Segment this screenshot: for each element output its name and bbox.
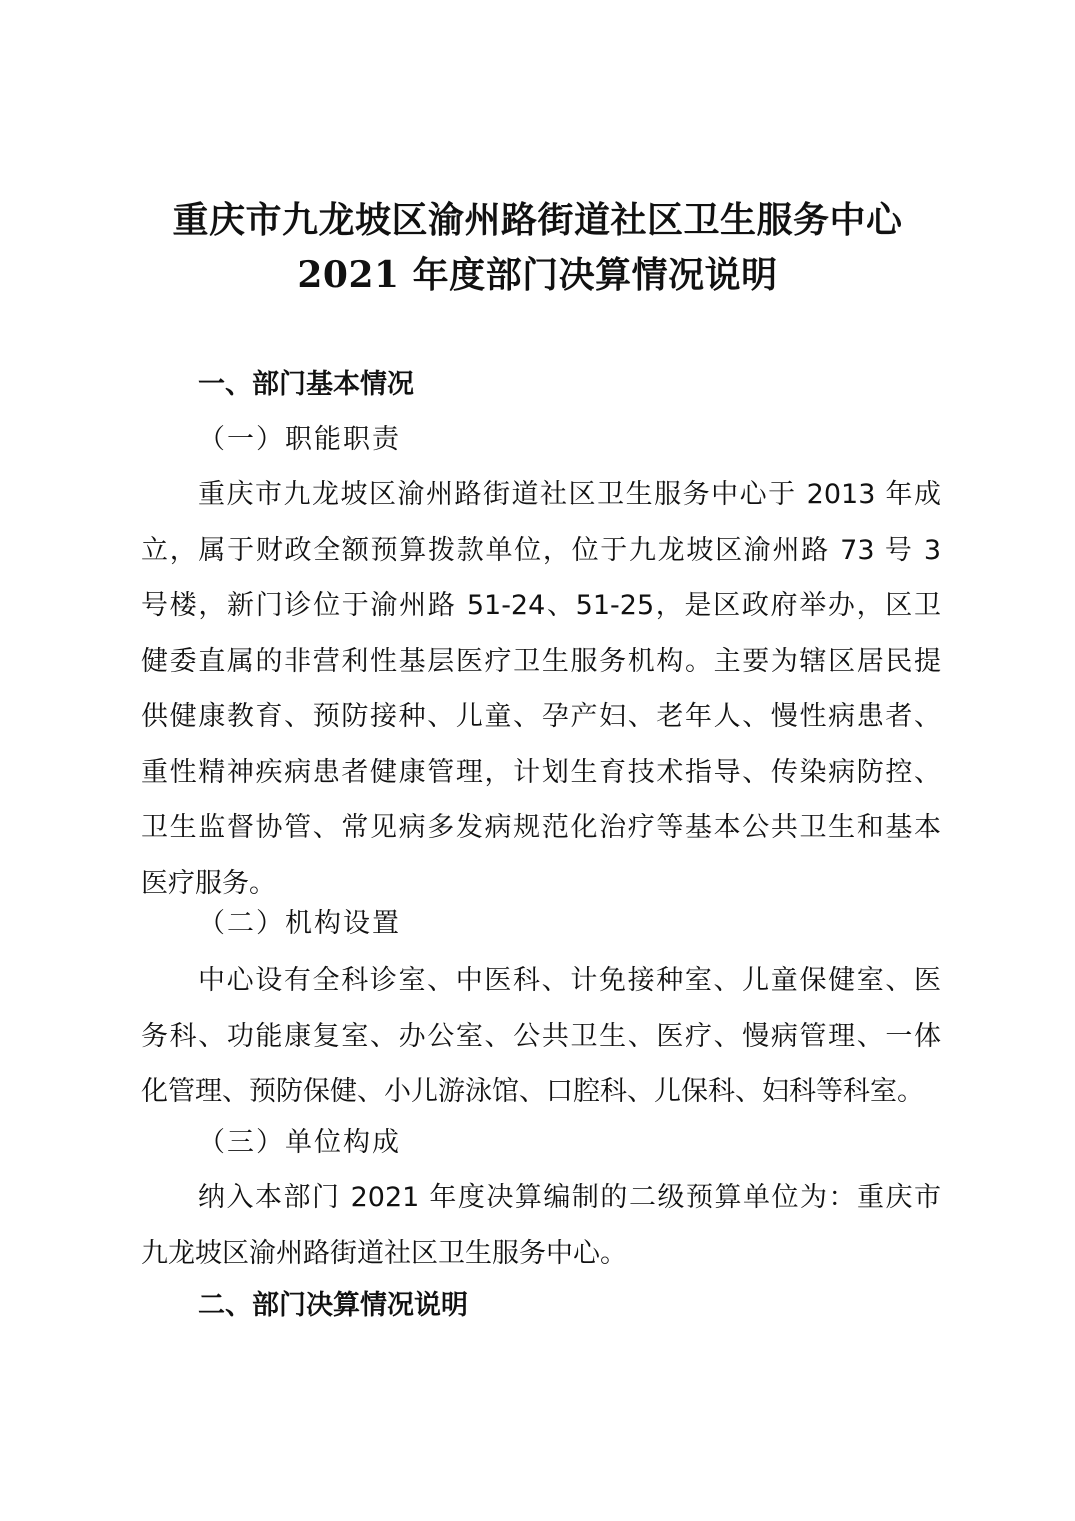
section-heading-basic-info: 一、部门基本情况 — [198, 369, 414, 400]
paragraph-line: 号楼，新门诊位于渝州路 51-24、51-25，是区政府举办，区卫 — [141, 590, 941, 621]
subsection-heading-organization: （二）机构设置 — [198, 908, 401, 939]
document-title-line-1: 重庆市九龙坡区渝州路街道社区卫生服务中心 — [172, 199, 903, 241]
paragraph-functions — [141, 475, 941, 919]
paragraph-line: 九龙坡区渝州路街道社区卫生服务中心。 — [141, 1237, 627, 1269]
paragraph-line: 卫生监督协管、常见病多发病规范化治疗等基本公共卫生和基本 — [141, 812, 941, 843]
paragraph-line: 立，属于财政全额预算拨款单位，位于九龙坡区渝州路 73 号 3 — [141, 534, 941, 566]
paragraph-line: 纳入本部门 2021 年度决算编制的二级预算单位为：重庆市 — [198, 1182, 941, 1213]
paragraph-line: 中心设有全科诊室、中医科、计免接种室、儿童保健室、医 — [198, 965, 941, 996]
paragraph-composition — [141, 1178, 941, 1289]
paragraph-line: 健委直属的非营利性基层医疗卫生服务机构。主要为辖区居民提 — [141, 645, 941, 677]
paragraph-organization — [141, 961, 941, 1128]
document-title-line-2: 2021 年度部门决算情况说明 — [297, 254, 778, 296]
paragraph-line: 医疗服务。 — [141, 867, 276, 899]
subsection-heading-composition: （三）单位构成 — [198, 1127, 401, 1158]
section-heading-final-accounts: 二、部门决算情况说明 — [198, 1290, 468, 1321]
paragraph-line: 重庆市九龙坡区渝州路街道社区卫生服务中心于 2013 年成 — [198, 479, 941, 510]
paragraph-line: 供健康教育、预防接种、儿童、孕产妇、老年人、慢性病患者、 — [141, 701, 941, 732]
paragraph-line: 务科、功能康复室、办公室、公共卫生、医疗、慢病管理、一体 — [141, 1020, 941, 1052]
paragraph-line: 化管理、预防保健、小儿游泳馆、口腔科、儿保科、妇科等科室。 — [141, 1076, 924, 1107]
subsection-heading-functions: （一）职能职责 — [198, 424, 401, 455]
paragraph-line: 重性精神疾病患者健康管理，计划生育技术指导、传染病防控、 — [141, 756, 941, 788]
